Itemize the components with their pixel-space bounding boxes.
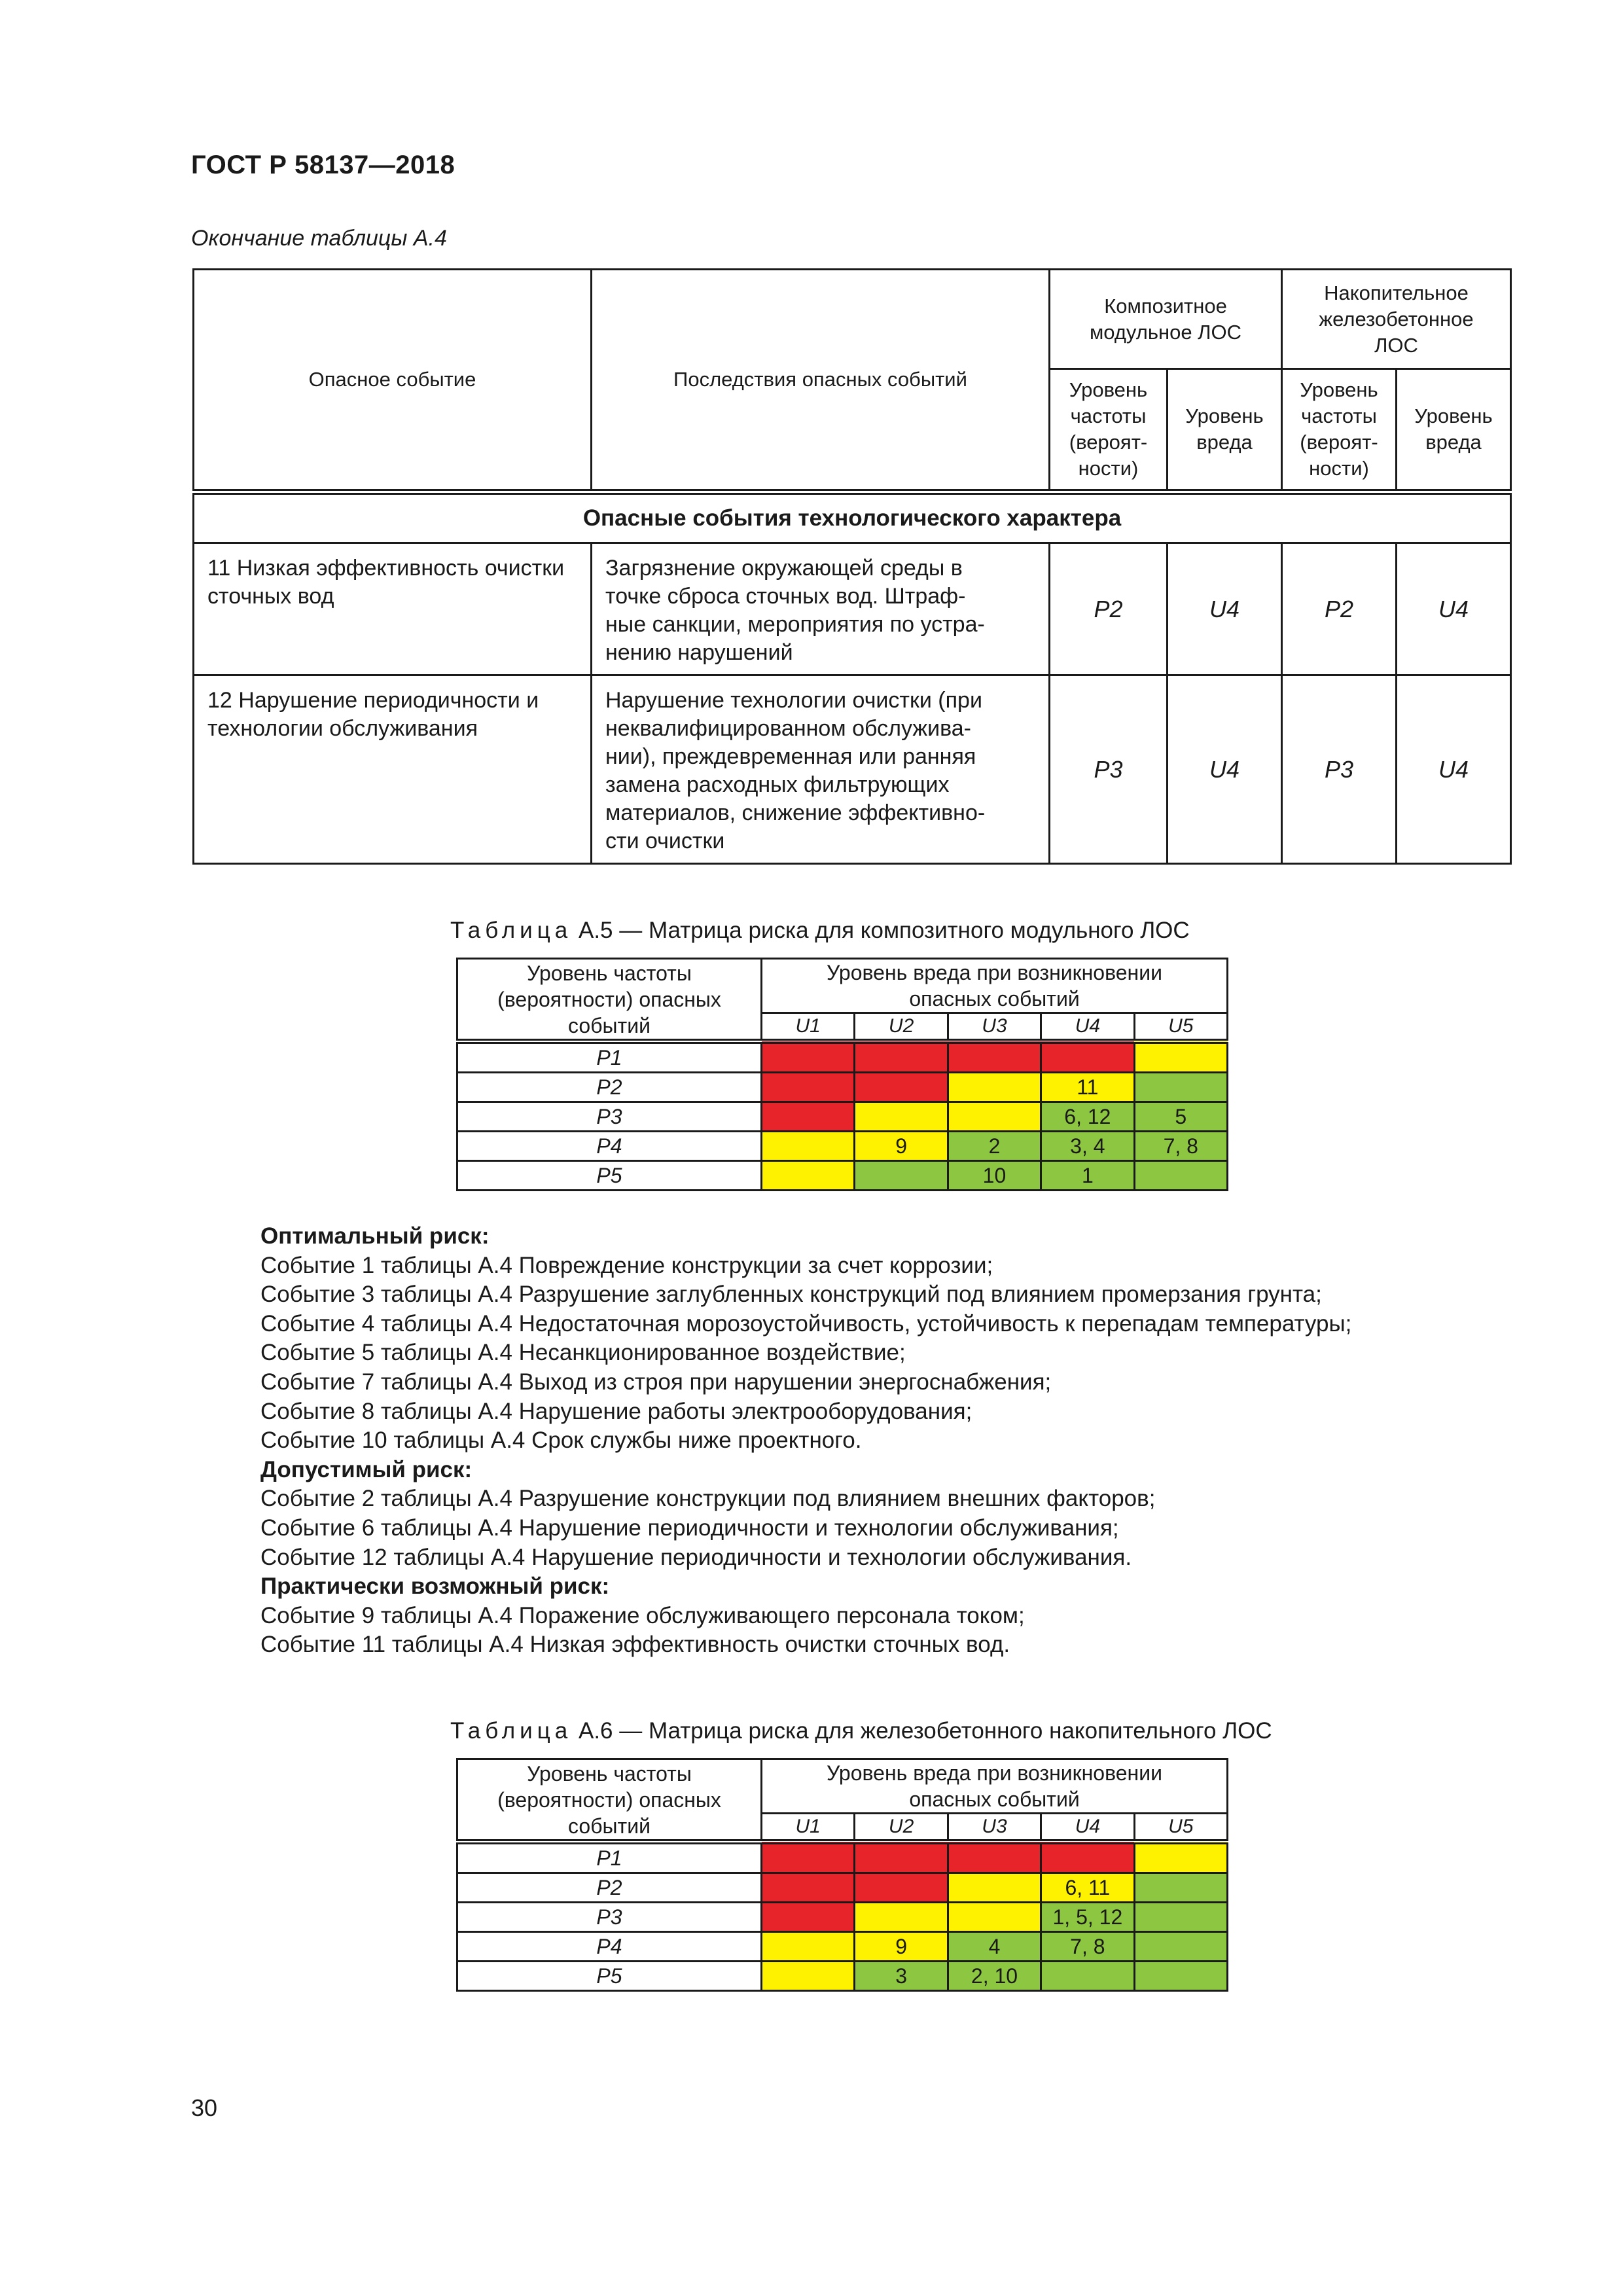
matrix-cell (1134, 1873, 1227, 1903)
matrix-row-header: Уровень частоты (вероятности) опасных событий (457, 959, 762, 1042)
matrix-row (457, 1842, 1228, 1873)
matrix-cell (762, 1932, 855, 1962)
matrix-cell: 1, 5, 12 (1041, 1903, 1134, 1932)
col-header-consequence: Последствия опасных событий (592, 270, 1050, 492)
matrix-row-label: P5 (457, 1161, 762, 1191)
matrix-row (457, 1132, 1228, 1161)
risk-event-line: Событие 12 таблицы А.4 Нарушение периодичности и технологии обслуживания. (260, 1544, 1132, 1570)
matrix-row-label: P2 (457, 1873, 762, 1903)
matrix-cell (1134, 1073, 1227, 1102)
col-group-composite: Композитное модульное ЛОС (1050, 270, 1282, 369)
matrix-cell (762, 1873, 855, 1903)
matrix-col-label: U2 (855, 1814, 948, 1842)
risk-event-line: Событие 1 таблицы А.4 Повреждение конструкции за счет коррозии; (260, 1252, 993, 1278)
risk-event-line: Событие 4 таблицы А.4 Недостаточная морозоустойчивость, устойчивость к перепадам температуры; (260, 1310, 1352, 1336)
matrix-cell (762, 1132, 855, 1161)
matrix-row-label: P1 (457, 1041, 762, 1073)
matrix-cell (1134, 1161, 1227, 1191)
matrix-cell (1134, 1041, 1227, 1073)
matrix-row-label: P5 (457, 1962, 762, 1991)
matrix-cell: 6, 12 (1041, 1102, 1134, 1132)
hazard-events-table (192, 268, 1512, 865)
matrix-row (457, 1102, 1228, 1132)
matrix-cell (1134, 1962, 1227, 1991)
matrix-row-label: P1 (457, 1842, 762, 1873)
matrix-cell: 3 (855, 1962, 948, 1991)
matrix-cell: 11 (1041, 1073, 1134, 1102)
consequence-cell: Нарушение технологии очистки (при неквалифицированном обслужива- нии), преждевременная или ранняя замена расходных фильтрующих материалов, снижение эффективно- сти очистки (592, 675, 1050, 864)
col-header-event: Опасное событие (194, 270, 592, 492)
matrix-cell (855, 1842, 948, 1873)
risk-event-line: Событие 8 таблицы А.4 Нарушение работы электрооборудования; (260, 1398, 972, 1424)
freq-composite-cell: P3 (1050, 675, 1168, 864)
matrix-cell (948, 1842, 1041, 1873)
risk-event-line: Событие 3 таблицы А.4 Разрушение заглубленных конструкций под влиянием промерзания грунта; (260, 1282, 1322, 1308)
matrix-cell (855, 1041, 948, 1073)
matrix-col-label: U1 (762, 1814, 855, 1842)
risk-event-line: Событие 10 таблицы А.4 Срок службы ниже проектного. (260, 1427, 862, 1454)
matrix-row (457, 1962, 1228, 1991)
matrix-cell (762, 1903, 855, 1932)
document-header: ГОСТ Р 58137—2018 (191, 151, 455, 179)
matrix-cell (762, 1962, 855, 1991)
matrix-cell (855, 1161, 948, 1191)
matrix-row (457, 1161, 1228, 1191)
matrix-cell: 9 (855, 1932, 948, 1962)
col-header-harm-concrete: Уровень вреда (1397, 369, 1511, 492)
risk-category-heading: Допустимый риск: (260, 1456, 473, 1482)
freq-concrete-cell: P2 (1282, 543, 1397, 675)
matrix-cell (1134, 1842, 1227, 1873)
risk-event-line: Событие 2 таблицы А.4 Разрушение конструкции под влиянием внешних факторов; (260, 1486, 1156, 1512)
matrix-cell (1134, 1903, 1227, 1932)
matrix-row (457, 1932, 1228, 1962)
matrix-row-label: P4 (457, 1932, 762, 1962)
risk-category-heading: Оптимальный риск: (260, 1223, 490, 1249)
matrix-col-header: Уровень вреда при возникновении опасных событий (762, 959, 1228, 1013)
matrix-cell (855, 1873, 948, 1903)
matrix-cell: 9 (855, 1132, 948, 1161)
risk-matrix-a5 (456, 958, 1228, 1191)
section-title: Опасные события технологического характера (194, 492, 1511, 543)
freq-composite-cell: P2 (1050, 543, 1168, 675)
matrix-col-label: U5 (1134, 1013, 1227, 1042)
matrix-cell (948, 1073, 1041, 1102)
matrix-cell (948, 1102, 1041, 1132)
table-row (194, 543, 1511, 675)
harm-concrete-cell: U4 (1397, 675, 1511, 864)
risk-event-line: Событие 5 таблицы А.4 Несанкционированное воздействие; (260, 1340, 906, 1366)
matrix-col-label: U3 (948, 1013, 1041, 1042)
matrix-cell (1041, 1041, 1134, 1073)
harm-concrete-cell: U4 (1397, 543, 1511, 675)
page-number: 30 (191, 2094, 218, 2121)
matrix-cell (1041, 1962, 1134, 1991)
event-cell: 11 Низкая эффективность очистки сточных вод (194, 543, 592, 675)
matrix-cell: 2, 10 (948, 1962, 1041, 1991)
col-header-freq-composite: Уровень частоты (вероят- ности) (1050, 369, 1168, 492)
matrix-row (457, 1873, 1228, 1903)
freq-concrete-cell: P3 (1282, 675, 1397, 864)
matrix-col-label: U4 (1041, 1814, 1134, 1842)
table-row (194, 675, 1511, 864)
consequence-cell: Загрязнение окружающей среды в точке сброса сточных вод. Штраф- ные санкции, мероприятия по устра- нению нарушений (592, 543, 1050, 675)
matrix-row (457, 1041, 1228, 1073)
col-group-concrete: Накопительное железобетонное ЛОС (1282, 270, 1511, 369)
matrix-row-header: Уровень частоты (вероятности) опасных событий (457, 1759, 762, 1842)
matrix-cell (762, 1842, 855, 1873)
matrix-cell (1134, 1932, 1227, 1962)
event-cell: 12 Нарушение периодичности и технологии обслуживания (194, 675, 592, 864)
matrix-cell: 6, 11 (1041, 1873, 1134, 1903)
matrix-row-label: P4 (457, 1132, 762, 1161)
matrix-cell: 2 (948, 1132, 1041, 1161)
risk-notes (260, 1222, 1351, 1660)
risk-event-line: Событие 7 таблицы А.4 Выход из строя при нарушении энергоснабжения; (260, 1369, 1052, 1395)
matrix-row-label: P2 (457, 1073, 762, 1102)
table-continuation-label: Окончание таблицы А.4 (191, 226, 447, 251)
matrix-cell: 5 (1134, 1102, 1227, 1132)
table-a6-caption: Таблица А.6 — Матрица риска для железобетонного накопительного ЛОС (450, 1718, 1272, 1744)
matrix-cell (948, 1041, 1041, 1073)
matrix-cell (948, 1903, 1041, 1932)
matrix-cell (762, 1073, 855, 1102)
risk-category-heading: Практически возможный риск: (260, 1573, 610, 1600)
matrix-cell (855, 1903, 948, 1932)
matrix-cell (855, 1073, 948, 1102)
matrix-cell (1041, 1842, 1134, 1873)
harm-composite-cell: U4 (1168, 543, 1282, 675)
harm-composite-cell: U4 (1168, 675, 1282, 864)
matrix-cell (762, 1041, 855, 1073)
col-header-harm-composite: Уровень вреда (1168, 369, 1282, 492)
matrix-cell: 7, 8 (1134, 1132, 1227, 1161)
matrix-cell: 4 (948, 1932, 1041, 1962)
matrix-cell: 10 (948, 1161, 1041, 1191)
matrix-col-label: U4 (1041, 1013, 1134, 1042)
matrix-row-label: P3 (457, 1903, 762, 1932)
matrix-col-label: U2 (855, 1013, 948, 1042)
matrix-cell (762, 1102, 855, 1132)
matrix-col-label: U3 (948, 1814, 1041, 1842)
risk-event-line: Событие 9 таблицы А.4 Поражение обслуживающего персонала током; (260, 1602, 1025, 1628)
matrix-cell (855, 1102, 948, 1132)
table-a5-caption: Таблица А.5 — Матрица риска для композитного модульного ЛОС (450, 918, 1190, 943)
matrix-row-label: P3 (457, 1102, 762, 1132)
matrix-cell (948, 1873, 1041, 1903)
col-header-freq-concrete: Уровень частоты (вероят- ности) (1282, 369, 1397, 492)
matrix-cell: 7, 8 (1041, 1932, 1134, 1962)
matrix-cell (762, 1161, 855, 1191)
matrix-col-label: U5 (1134, 1814, 1227, 1842)
risk-matrix-a6 (456, 1758, 1228, 1992)
matrix-col-header: Уровень вреда при возникновении опасных событий (762, 1759, 1228, 1814)
matrix-row (457, 1073, 1228, 1102)
matrix-row (457, 1903, 1228, 1932)
matrix-cell: 3, 4 (1041, 1132, 1134, 1161)
matrix-col-label: U1 (762, 1013, 855, 1042)
risk-event-line: Событие 11 таблицы А.4 Низкая эффективность очистки сточных вод. (260, 1632, 1010, 1658)
risk-event-line: Событие 6 таблицы А.4 Нарушение периодичности и технологии обслуживания; (260, 1515, 1119, 1541)
matrix-cell: 1 (1041, 1161, 1134, 1191)
